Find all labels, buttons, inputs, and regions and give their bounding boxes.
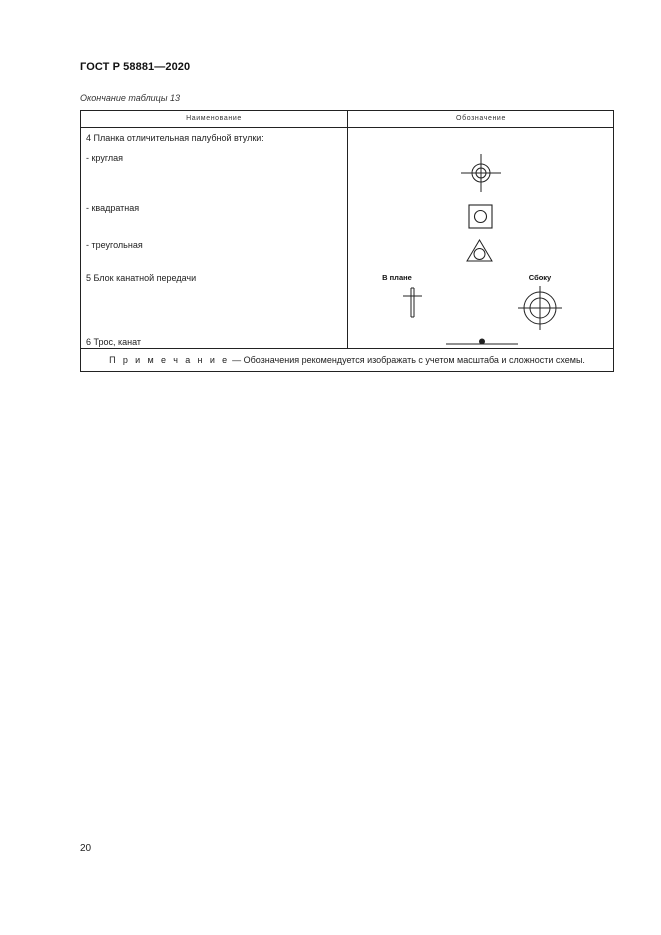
round-plate-symbol [461, 154, 501, 192]
triangular-plate-symbol [467, 240, 492, 261]
cable-symbol [446, 339, 518, 345]
symbols-drawing [81, 111, 613, 351]
page-number: 20 [80, 843, 92, 854]
label-side-view: Сбоку [528, 273, 552, 282]
row-cable: 6 Трос, канат [86, 337, 142, 347]
row-deck-plate-title: 4 Планка отличительная палубной втулки: [86, 133, 264, 143]
table-note [81, 355, 613, 365]
note-prefix: П р и м е ч а н и е [109, 355, 230, 365]
column-header-name: Наименование [186, 115, 242, 122]
row-pulley-block: 5 Блок канатной передачи [86, 273, 197, 283]
row-round: - круглая [86, 153, 124, 163]
note-text: — Обозначения рекомендуется изображать с учетом масштаба и сложности схемы. [229, 355, 585, 365]
column-header-symbol: Обозначение [456, 115, 506, 122]
square-plate-symbol [469, 205, 492, 228]
table-caption: Окончание таблицы 13 [80, 93, 180, 103]
document-code: ГОСТ Р 58881—2020 [80, 61, 191, 73]
row-triangular: - треугольная [86, 240, 143, 250]
pulley-plan-view-symbol [403, 288, 422, 317]
row-square: - квадратная [86, 203, 140, 213]
label-plan-view: В плане [382, 273, 412, 282]
symbols-table [80, 110, 614, 372]
pulley-side-view-symbol [518, 286, 562, 330]
